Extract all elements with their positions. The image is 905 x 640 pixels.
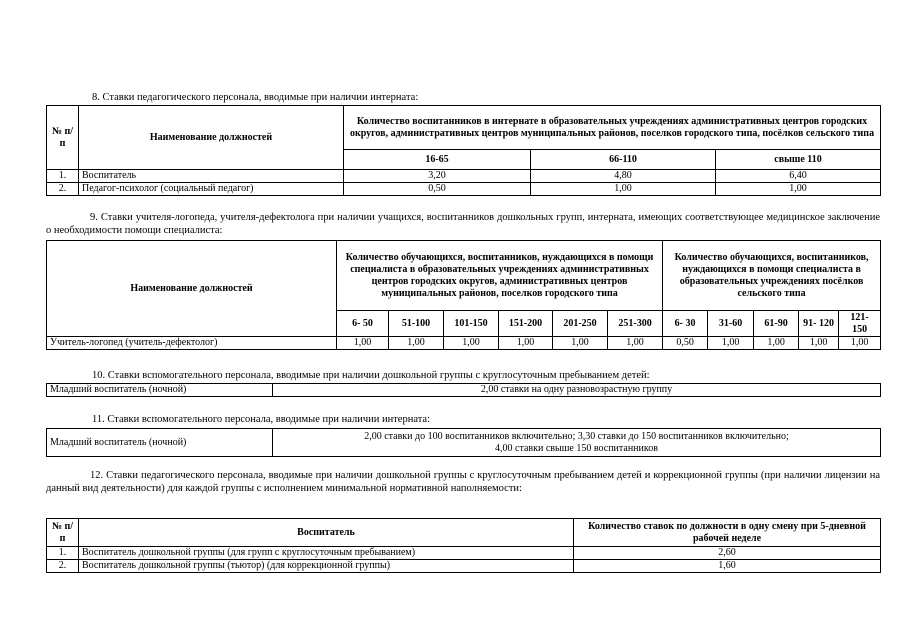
range-header: 121- 150: [839, 311, 881, 337]
table-row: [47, 170, 881, 183]
range-header: 51-100: [389, 311, 444, 337]
row-value: 6,40: [716, 170, 881, 183]
row-value: 2,60: [574, 547, 881, 560]
section-10-table: [46, 383, 881, 397]
col-name-header: Наименование должностей: [47, 241, 337, 337]
col-number-header: № п/п: [47, 519, 79, 547]
range-header: 91- 120: [799, 311, 839, 337]
row-name: Младший воспитатель (ночной): [47, 429, 273, 457]
section-12-heading: 12. Ставки педагогического персонала, вводимые при наличии дошкольной группы с круглосуточным пребыванием детей и коррекционной группы (при наличии лицензии на данный вид деятельности) для каждой группы с исполнением минимальной нормативной наполняемости:: [46, 470, 880, 494]
row-name: Младший воспитатель (ночной): [47, 384, 273, 397]
row-value: 1,00: [608, 337, 663, 350]
row-value: 1,00: [531, 183, 716, 196]
row-value: 0,50: [663, 337, 708, 350]
table-row: [47, 337, 881, 350]
section-11-table: [46, 428, 881, 457]
row-value: 3,20: [344, 170, 531, 183]
col-value-header: Количество ставок по должности в одну смену при 5-дневной рабочей неделе: [574, 519, 881, 547]
section-8-table: [46, 105, 881, 196]
range-header: 251-300: [608, 311, 663, 337]
row-name: Воспитатель дошкольной группы (для групп с круглосуточным пребыванием): [79, 547, 574, 560]
col-group-header: Количество воспитанников в интернате в образовательных учреждениях административных центров городских округов, административных центров муниципальных районов, поселков городского типа, посёлков сельского типа: [344, 106, 881, 150]
section-9-heading: 9. Ставки учителя-логопеда, учителя-дефектолога при наличии учащихся, воспитанников дошкольных групп, интерната, имеющих соответствующее медицинское заключение о необходимости помощи специалиста:: [46, 212, 880, 236]
row-value: 1,00: [839, 337, 881, 350]
col-name-header: Воспитатель: [79, 519, 574, 547]
row-value: 1,00: [389, 337, 444, 350]
section-10-heading: 10. Ставки вспомогательного персонала, вводимые при наличии дошкольной группы с круглосуточным пребыванием детей:: [92, 370, 650, 381]
row-value: 1,00: [708, 337, 754, 350]
row-value: 1,00: [553, 337, 608, 350]
row-number: 1.: [47, 547, 79, 560]
range-header: 31-60: [708, 311, 754, 337]
group-header-urban: Количество обучающихся, воспитанников, нуждающихся в помощи специалиста в образовательных учреждениях административных центров городских округов, административных центров муниципальных районов, поселков городского типа: [337, 241, 663, 311]
section-9-table: [46, 240, 881, 350]
row-value: 0,50: [344, 183, 531, 196]
row-value: 4,80: [531, 170, 716, 183]
section-12-table: [46, 518, 881, 573]
range-header: 6- 30: [663, 311, 708, 337]
row-value: 1,00: [754, 337, 799, 350]
row-value: 1,00: [716, 183, 881, 196]
row-name: Учитель-логопед (учитель-дефектолог): [47, 337, 337, 350]
section-11-heading: 11. Ставки вспомогательного персонала, вводимые при наличии интерната:: [92, 414, 431, 425]
range-header: 61-90: [754, 311, 799, 337]
table-row: [47, 183, 881, 196]
row-name: Воспитатель: [79, 170, 344, 183]
row-value: 1,00: [499, 337, 553, 350]
range-header: 6- 50: [337, 311, 389, 337]
row-name: Воспитатель дошкольной группы (тьютор) (для коррекционной группы): [79, 560, 574, 573]
row-number: 2.: [47, 183, 79, 196]
row-value: 2,00 ставки на одну разновозрастную группу: [273, 384, 881, 397]
row-number: 2.: [47, 560, 79, 573]
col-number-header: № п/п: [47, 106, 79, 170]
row-number: 1.: [47, 170, 79, 183]
range-header: 201-250: [553, 311, 608, 337]
table-row: [47, 429, 881, 457]
row-value: 1,00: [337, 337, 389, 350]
row-value: 1,00: [444, 337, 499, 350]
value-line: 4,00 ставки свыше 150 воспитанников: [495, 442, 658, 454]
range-header: 101-150: [444, 311, 499, 337]
range-header: свыше 110: [716, 150, 881, 170]
row-value: [273, 429, 881, 457]
row-value: 1,60: [574, 560, 881, 573]
row-value: 1,00: [799, 337, 839, 350]
table-row: [47, 560, 881, 573]
value-line: 2,00 ставки до 100 воспитанников включительно; 3,30 ставки до 150 воспитанников включительно;: [364, 430, 789, 442]
table-row: [47, 384, 881, 397]
row-name: Педагог-психолог (социальный педагог): [79, 183, 344, 196]
range-header: 16-65: [344, 150, 531, 170]
section-8-heading: 8. Ставки педагогического персонала, вводимые при наличии интерната:: [92, 92, 419, 103]
group-header-rural: Количество обучающихся, воспитанников, нуждающихся в помощи специалиста в образовательных учреждениях посёлков сельского типа: [663, 241, 881, 311]
col-name-header: Наименование должностей: [79, 106, 344, 170]
range-header: 66-110: [531, 150, 716, 170]
table-row: [47, 547, 881, 560]
range-header: 151-200: [499, 311, 553, 337]
